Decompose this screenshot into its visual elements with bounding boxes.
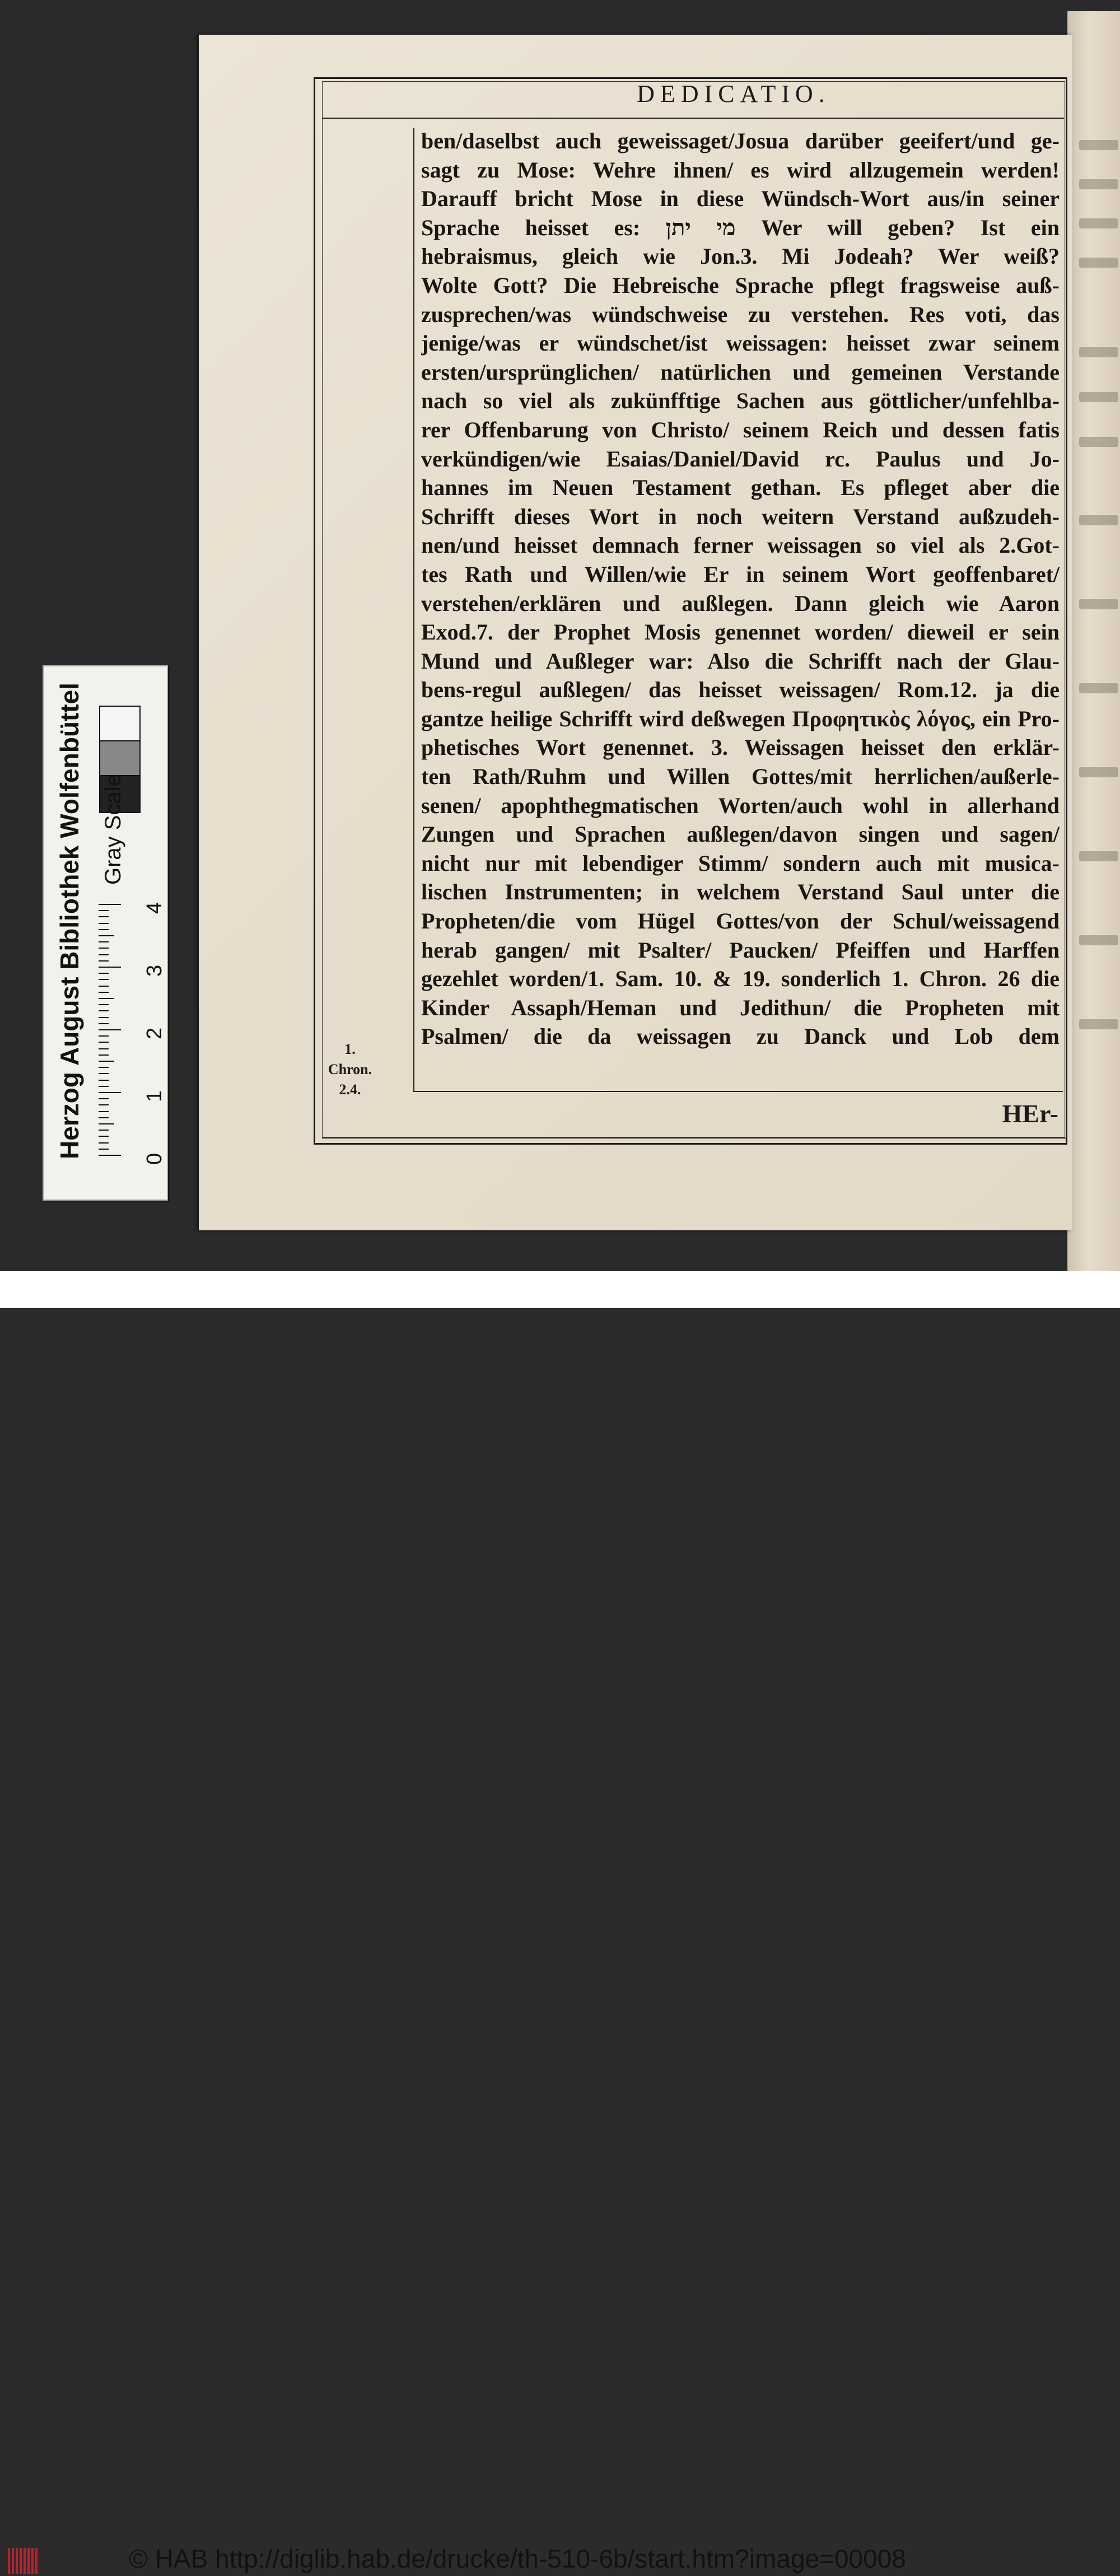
ruler-tick	[99, 1117, 109, 1118]
ruler-tick	[99, 1048, 109, 1049]
gray-scale-label: Gray Scale	[101, 774, 125, 885]
ruler-tick	[99, 1104, 109, 1105]
ruler-tick	[99, 1080, 109, 1081]
text-line: phetisches Wort genennet. 3. Weissagen heisset den erklär-	[421, 735, 1060, 760]
marginal-note	[322, 1039, 378, 1100]
text-line: gantze heilige Schrifft wird deßwegen Προφητικὸς λόγος, ein Pro-	[421, 706, 1060, 731]
ruler-tick	[99, 1023, 109, 1024]
ruler-tick	[99, 916, 109, 917]
ruler-tick	[99, 1155, 121, 1156]
text-line: zusprechen/was wündschweise zu verstehen. Res voti, das	[421, 301, 1060, 327]
text-line: senen/ apophthegmatischen Worten/auch wohl in allerhand	[421, 792, 1060, 818]
ruler-tick	[99, 1086, 109, 1087]
text-bottom-rule	[413, 1091, 1063, 1092]
text-line: Darauff bricht Mose in diese Wündsch-Wort aus/in seiner	[421, 186, 1060, 212]
ruler-tick	[99, 1042, 109, 1043]
ruler-tick	[99, 1004, 109, 1005]
ruler-tick	[99, 954, 109, 955]
text-line: nach so viel als zukünfftige Sachen aus göttlicher/unfehlba-	[421, 388, 1060, 414]
ruler-tick	[99, 992, 109, 993]
ruler-tick	[99, 1123, 114, 1124]
ruler-tick	[99, 923, 109, 924]
marginal-note-line: 2.4.	[339, 1081, 361, 1098]
ruler-number: 0	[143, 1152, 166, 1165]
ruler-tick	[99, 1111, 109, 1112]
ruler-tick	[99, 1142, 109, 1144]
ruler-tick	[99, 960, 109, 962]
ruler-tick	[99, 1073, 109, 1074]
ruler-tick	[99, 1130, 109, 1131]
ruler-tick	[99, 929, 109, 930]
text-line: nen/und heisset demnach ferner weissagen so viel als 2.Got-	[421, 533, 1060, 558]
text-line: rer Offenbarung von Christo/ seinem Reich und dessen fatis	[421, 417, 1060, 442]
margin-rule	[413, 128, 414, 1091]
ruler-tick	[99, 948, 109, 949]
ruler-tick	[99, 1136, 109, 1137]
catchword: HEr-	[1002, 1099, 1058, 1128]
text-line: Exod.7. der Prophet Mosis genennet worden/ dieweil er sein	[421, 619, 1060, 645]
ruler-tick	[99, 986, 109, 987]
next-page-edge	[1067, 11, 1120, 1271]
barcode-icon	[8, 2548, 47, 2574]
ruler-tick	[99, 973, 109, 974]
text-line: lischen Instrumenten; in welchem Verstand Saul unter die	[421, 879, 1060, 905]
ruler-number: 1	[143, 1090, 166, 1102]
ruler-tick	[99, 998, 114, 999]
text-line: nicht nur mit lebendiger Stimm/ sondern auch mit musica-	[421, 850, 1060, 876]
text-line: ten Rath/Ruhm und Willen Gottes/mit herrlichen/außerle-	[421, 764, 1060, 790]
ruler-tick	[99, 935, 114, 936]
ruler-tick	[99, 1010, 109, 1011]
ruler-tick	[99, 1149, 109, 1150]
ruler-tick	[99, 1067, 109, 1068]
body-text	[421, 127, 1060, 1084]
footer-bar	[0, 1271, 1120, 2573]
institution-label: Herzog August Bibliothek Wolfenbüttel	[55, 683, 84, 1159]
text-line: Mund und Außleger war: Also die Schrifft nach der Glau-	[421, 648, 1060, 674]
text-line: Schrifft dieses Wort in noch weitern Verstand außzudeh-	[421, 503, 1060, 529]
text-line: Wolte Gott? Die Hebreische Sprache pflegt fragsweise auß-	[421, 272, 1060, 298]
ruler-tick	[99, 967, 121, 968]
page-bottom-rule	[322, 1137, 1067, 1138]
ruler-tick	[99, 1017, 109, 1018]
ruler-tick	[99, 910, 109, 911]
text-line: Zungen und Sprachen außlegen/davon singen und sagen/	[421, 822, 1060, 847]
ruler-tick	[99, 941, 109, 942]
text-line: ersten/ursprünglichen/ natürlichen und gemeinen Verstande	[421, 359, 1060, 385]
text-line: jenige/was er wündschet/ist weissagen: heisset zwar seinem	[421, 330, 1060, 356]
ruler-tick	[99, 1035, 109, 1037]
ruler-tick	[99, 1054, 109, 1056]
ruler-number: 3	[143, 964, 166, 977]
footer-credit[interactable]: © HAB http://diglib.hab.de/drucke/th-510-6b/start.htm?image=00008	[129, 2544, 906, 2573]
marginal-note-line: 1. Chron.	[328, 1041, 372, 1077]
ruler-tick	[99, 1029, 121, 1030]
scan-stage	[0, 0, 1120, 1271]
ruler-tick	[99, 1092, 121, 1093]
text-line: Propheten/die vom Hügel Gottes/von der Schul/weissagend	[421, 908, 1060, 934]
text-line: Kinder Assaph/Heman und Jedithun/ die Propheten mit	[421, 995, 1060, 1020]
text-line: sagt zu Mose: Wehre ihnen/ es wird allzugemein werden!	[421, 157, 1060, 183]
ruler-tick	[99, 979, 109, 980]
ruler-tick	[99, 1061, 114, 1062]
ruler-number: 4	[143, 902, 166, 914]
running-head: DEDICATIO.	[637, 80, 830, 108]
text-line: ben/daselbst auch geweissaget/Josua darüber geeifert/und ge-	[421, 128, 1060, 153]
text-line: tes Rath und Willen/wie Er in seinem Wort geoffenbaret/	[421, 561, 1060, 587]
text-line: herab gangen/ mit Psalter/ Paucken/ Pfeiffen und Harffen	[421, 937, 1060, 963]
gray-swatch-white	[99, 706, 141, 744]
gray-swatch-mid	[99, 740, 141, 778]
ruler-tick	[99, 904, 121, 905]
text-line: bens-regul außlegen/ das heisset weissagen/ Rom.12. ja die	[421, 677, 1060, 703]
text-line: Sprache heisset es: מי יתן Wer will geben? Ist ein	[421, 214, 1060, 240]
text-line: gezehlet worden/1. Sam. 10. & 19. sonderlich 1. Chron. 26 die	[421, 966, 1060, 992]
text-line: hannes im Neuen Testament gethan. Es pfleget aber die	[421, 475, 1060, 501]
text-line: Psalmen/ die da weissagen zu Danck und Lob dem	[421, 1024, 1060, 1049]
text-line: verstehen/erklären und außlegen. Dann gleich wie Aaron	[421, 590, 1060, 616]
text-line: verkündigen/wie Esaias/Daniel/David rc. Paulus und Jo-	[421, 446, 1060, 472]
text-line: hebraismus, gleich wie Jon.3. Mi Jodeah? Wer weiß?	[421, 244, 1060, 269]
header-rule	[322, 118, 1064, 119]
ruler-number: 2	[143, 1027, 166, 1039]
ruler-tick	[99, 1098, 109, 1099]
